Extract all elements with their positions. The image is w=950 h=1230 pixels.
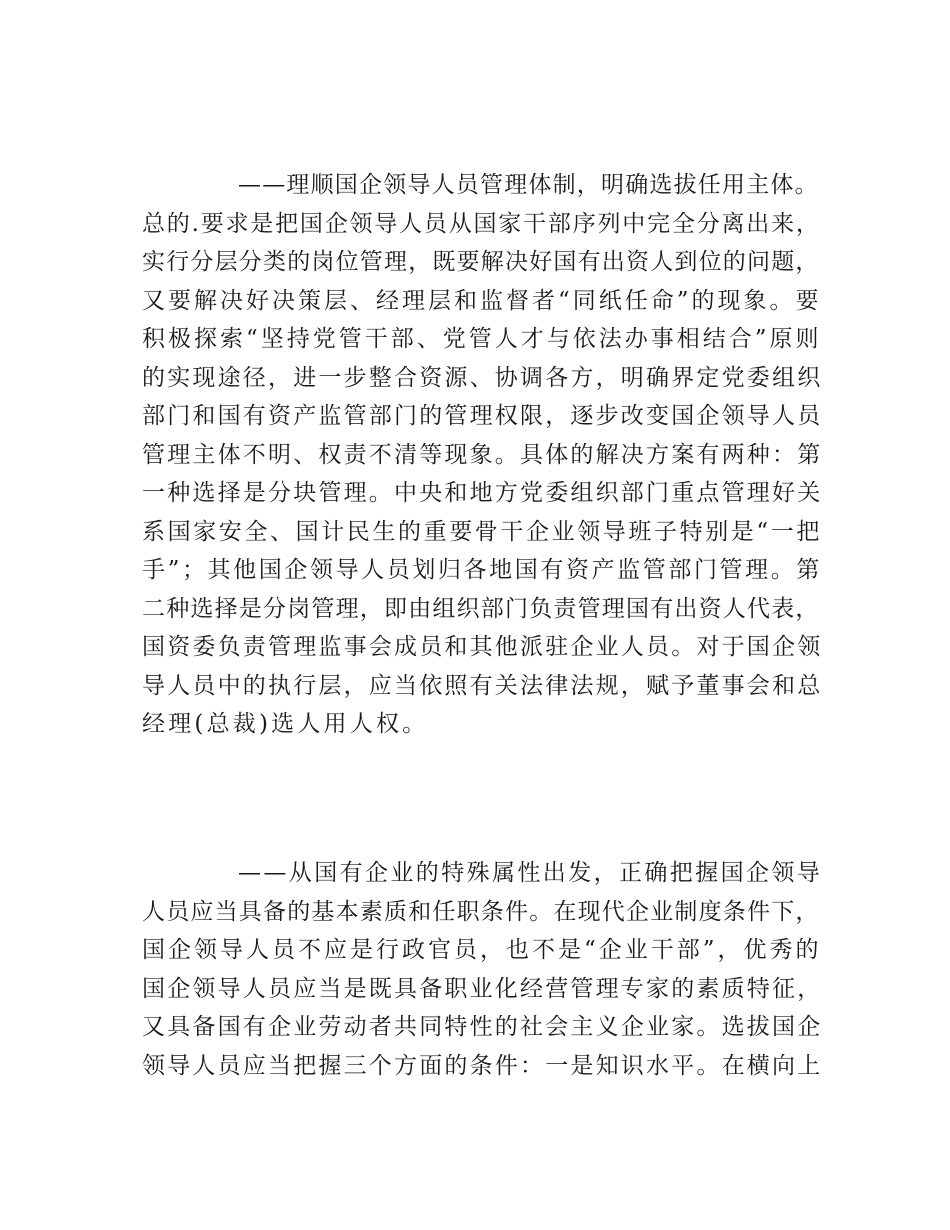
text-line: ——从国有企业的特殊属性出发，正确把握国企领导: [238, 860, 823, 886]
paragraph-leader-qualifications: [142, 854, 822, 1085]
text-line: ——理顺国企领导人员管理体制，明确选拔任用主体。: [238, 172, 819, 198]
text-line: 领导人员应当把握三个方面的条件：一是知识水平。在横向上: [142, 1052, 823, 1079]
text-line: 又具备国有企业劳动者共同特性的社会主义企业家。选拔国企: [142, 1014, 823, 1040]
text-line: 导人员中的执行层，应当依照有关法律法规，赋予董事会和总: [142, 672, 823, 699]
text-line: 管理主体不明、权责不清等现象。具体的解决方案有两种：第: [142, 441, 823, 468]
text-line: 人员应当具备的基本素质和任职条件。在现代企业制度条件下，: [142, 898, 820, 925]
text-line: 一种选择是分块管理。中央和地方党委组织部门重点管理好关: [142, 480, 823, 506]
text-line: 积极探索“坚持党管干部、党管人才与依法办事相结合”原则: [142, 326, 822, 352]
text-line: 部门和国有资产监管部门的管理权限，逐步改变国企领导人员: [142, 403, 823, 429]
text-line: 国企领导人员应当是既具备职业化经营管理专家的素质特征，: [142, 975, 823, 1002]
paragraph-leadership-system: [142, 166, 822, 744]
text-line: 手”；其他国企领导人员划归各地国有资产监管部门管理。第: [142, 557, 822, 583]
text-line: 又要解决好决策层、经理层和监督者“同纸任命”的现象。要: [142, 287, 822, 314]
text-line: 的实现途径，进一步整合资源、协调各方，明确界定党委组织: [142, 364, 823, 391]
text-line: 系国家安全、国计民生的重要骨干企业领导班子特别是“一把: [142, 518, 822, 545]
text-line: 实行分层分类的岗位管理，既要解决好国有出资人到位的问题，: [142, 249, 820, 275]
text-line: 国企领导人员不应是行政官员，也不是“企业干部”，优秀的: [142, 937, 822, 963]
text-line: 二种选择是分岗管理，即由组织部门负责管理国有出资人代表，: [142, 595, 820, 622]
text-line: 经理(总裁)选人用人权。: [142, 711, 429, 737]
text-line: 国资委负责管理监事会成员和其他派驻企业人员。对于国企领: [142, 634, 823, 660]
text-line: 总的.要求是把国企领导人员从国家干部序列中完全分离出来，: [142, 210, 821, 237]
